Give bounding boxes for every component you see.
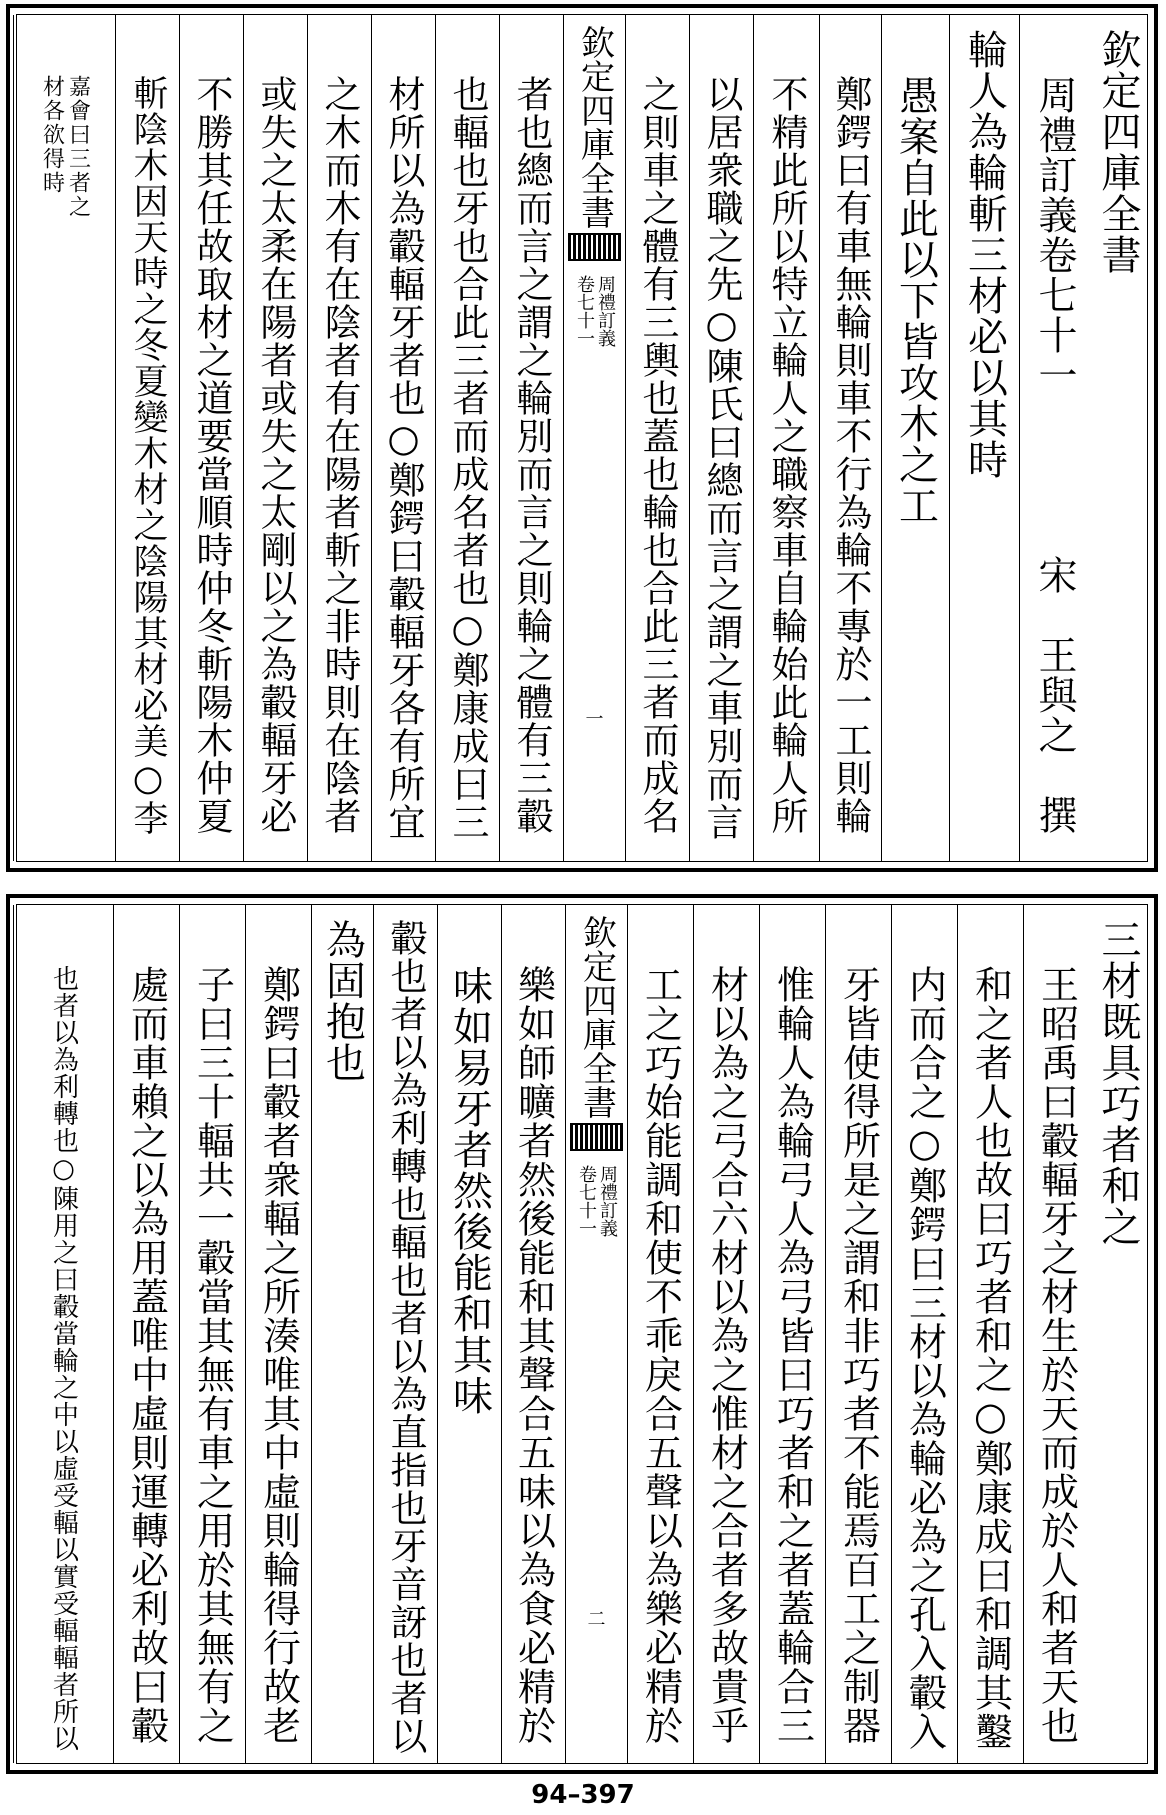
classic-text-line: 轂也者以為利轉也輻也者以為直指也牙音訝也者以 bbox=[384, 919, 427, 1755]
commentary-line: 牙皆使得所是之謂和非巧者不能焉百工之制器 bbox=[836, 965, 881, 1745]
top-col-5 bbox=[819, 15, 881, 861]
top-col-12 bbox=[307, 15, 371, 861]
commentary-line: 鄭鍔曰轂者衆輻之所湊唯其中虛則輪得行故老 bbox=[256, 965, 301, 1745]
top-col-3 bbox=[949, 15, 1019, 861]
top-col-1 bbox=[1089, 15, 1147, 861]
commentary-line: 子曰三十輻共一轂當其無有車之用於其無有之 bbox=[190, 965, 235, 1745]
top-col-9 bbox=[499, 15, 563, 861]
commentary-line: 和之者人也故曰巧者和之○鄭康成曰和調其鑿 bbox=[968, 965, 1013, 1751]
bottom-fold-strip bbox=[565, 905, 627, 1763]
fold-title: 欽定四庫全書 bbox=[576, 915, 617, 1119]
page-number: 94–397 bbox=[531, 1780, 635, 1810]
fold-volume: 卷七十一 bbox=[574, 275, 595, 347]
fold-subtitle bbox=[575, 275, 614, 347]
fold-book-name: 周禮訂義 bbox=[595, 275, 616, 347]
commentary-line: 也者以為利轉也○陳用之曰轂當輪之中以虛受輻以實受輻輻者所以 bbox=[48, 965, 79, 1752]
bottom-col-16 bbox=[13, 905, 113, 1763]
bottom-col-15 bbox=[113, 905, 179, 1763]
editor-note: 愚案自此以下皆攻木之工 bbox=[892, 75, 939, 526]
volume-heading: 周禮訂義卷七十一 宋 王與之 撰 bbox=[1032, 75, 1077, 835]
bottom-col-5 bbox=[825, 905, 891, 1763]
top-text-frame bbox=[16, 14, 1148, 862]
bottom-col-11 bbox=[373, 905, 437, 1763]
top-col-4 bbox=[881, 15, 949, 861]
commentary-line: 鄭鍔曰有車無輪則車不行為輪不專於一工則輪 bbox=[829, 75, 872, 835]
bottom-col-2 bbox=[1023, 905, 1089, 1763]
top-col-16 bbox=[13, 15, 115, 861]
classic-text-line: 三材既具巧者和之 bbox=[1095, 919, 1141, 1247]
commentary-line: 味如易牙者然後能和其味 bbox=[446, 965, 493, 1416]
top-col-6 bbox=[753, 15, 819, 861]
commentary-line: 之則車之體有三輿也蓋也輪也合此三者而成名 bbox=[636, 75, 679, 835]
commentary-line: 樂如師曠者然後能和其聲合五味以為食必精於 bbox=[511, 965, 556, 1745]
commentary-line: 工之巧始能調和使不乖戾合五聲以為樂必精於 bbox=[638, 965, 683, 1745]
top-col-14 bbox=[179, 15, 243, 861]
top-col-13 bbox=[243, 15, 307, 861]
small-note-line: 嘉會曰三者之 bbox=[65, 75, 91, 219]
top-col-15 bbox=[115, 15, 179, 861]
classic-text-line: 為固抱也 bbox=[319, 919, 366, 1083]
top-col-8 bbox=[625, 15, 689, 861]
bottom-text-frame bbox=[16, 904, 1148, 1764]
commentary-line: 以居衆職之先○陳氏曰總而言之謂之車別而言 bbox=[700, 75, 743, 841]
folio-number: 一 bbox=[585, 709, 604, 730]
bottom-col-9 bbox=[501, 905, 565, 1763]
commentary-line: 内而合之○鄭鍔曰三材以為輪必為之孔入轂入 bbox=[902, 965, 947, 1751]
commentary-line: 材以為之弓合六材以為之惟材之合者多故貴乎 bbox=[704, 965, 749, 1745]
small-note-line: 材各欲得時 bbox=[39, 75, 65, 195]
commentary-line: 也輻也牙也合此三者而成名者也○鄭康成曰三 bbox=[446, 75, 489, 841]
bottom-col-14 bbox=[179, 905, 245, 1763]
commentary-line: 或失之太柔在陽者或失之太剛以之為轂輻牙必 bbox=[254, 75, 297, 835]
bottom-col-6 bbox=[759, 905, 825, 1763]
top-col-11 bbox=[371, 15, 435, 861]
bottom-col-1 bbox=[1089, 905, 1147, 1763]
top-fold-strip bbox=[563, 15, 625, 861]
bottom-col-3 bbox=[957, 905, 1023, 1763]
commentary-line: 處而車賴之以為用蓋唯中虛則運轉必利故曰轂 bbox=[124, 965, 169, 1745]
book-title: 欽定四庫全書 bbox=[1095, 29, 1141, 275]
commentary-line: 不精此所以特立輪人之職察車自輪始此輪人所 bbox=[765, 75, 808, 835]
commentary-line: 惟輪人為輪弓人為弓皆曰巧者和之者蓋輪合三 bbox=[770, 965, 815, 1745]
commentary-line: 王昭禹曰轂輻牙之材生於天而成於人和者天也 bbox=[1034, 965, 1079, 1745]
commentary-line: 材所以為轂輻牙者也○鄭鍔曰轂輻牙各有所宜 bbox=[382, 75, 425, 841]
commentary-line: 之木而木有在陰者有在陽者斬之非時則在陰者 bbox=[318, 75, 361, 835]
commentary-line: 不勝其任故取材之道要當順時仲冬斬陽木仲夏 bbox=[190, 75, 233, 835]
folio-number: 二 bbox=[587, 1609, 606, 1630]
fold-book-name: 周禮訂義 bbox=[597, 1165, 618, 1237]
fold-volume: 卷七十一 bbox=[576, 1165, 597, 1237]
fish-tail-mark bbox=[568, 233, 621, 261]
fold-subtitle bbox=[577, 1165, 616, 1237]
bottom-col-8 bbox=[627, 905, 693, 1763]
commentary-line: 者也總而言之謂之輪別而言之則輪之體有三轂 bbox=[510, 75, 553, 835]
small-note bbox=[14, 75, 115, 219]
bottom-col-4 bbox=[891, 905, 957, 1763]
fold-title: 欽定四庫全書 bbox=[574, 25, 615, 229]
fish-tail-mark bbox=[570, 1123, 623, 1151]
classic-text-line: 輪人為輪斬三材必以其時 bbox=[961, 29, 1008, 480]
bottom-col-12 bbox=[311, 905, 373, 1763]
top-col-7 bbox=[689, 15, 753, 861]
top-col-2 bbox=[1019, 15, 1089, 861]
top-col-10 bbox=[435, 15, 499, 861]
top-half-page bbox=[6, 4, 1158, 872]
bottom-col-13 bbox=[245, 905, 311, 1763]
bottom-half-page bbox=[6, 894, 1158, 1774]
commentary-line: 斬陰木因天時之冬夏變木材之陰陽其材必美○李 bbox=[128, 75, 168, 836]
bottom-col-10 bbox=[437, 905, 501, 1763]
bottom-col-7 bbox=[693, 905, 759, 1763]
